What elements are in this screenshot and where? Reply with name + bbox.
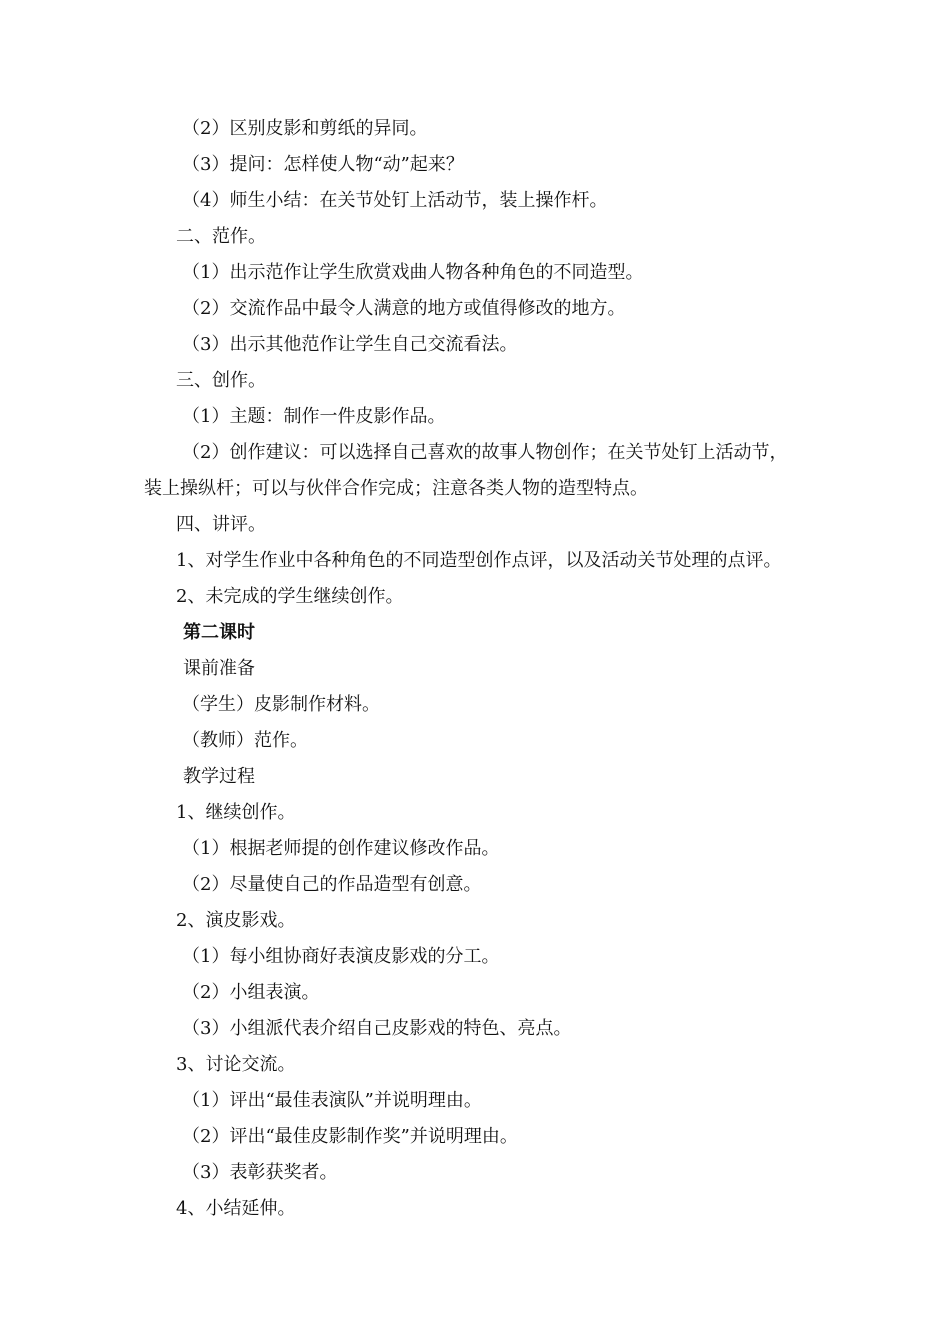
subheading: 教学过程 [183, 766, 255, 787]
text-line: （学生）皮影制作材料。 [182, 694, 380, 715]
text-line: （教师）范作。 [182, 730, 308, 751]
section-heading: 四、讲评。 [176, 514, 266, 535]
text-line: 1、继续创作。 [176, 802, 296, 823]
lesson-heading: 第二课时 [183, 622, 255, 643]
text-line: 2、演皮影戏。 [176, 910, 296, 931]
section-heading: 三、创作。 [176, 370, 266, 391]
text-line-continued: 装上操纵杆；可以与伙伴合作完成；注意各类人物的造型特点。 [144, 478, 648, 499]
text-line: （1）根据老师提的创作建议修改作品。 [182, 838, 500, 859]
text-line: （1）每小组协商好表演皮影戏的分工。 [182, 946, 500, 967]
text-line: 3、讨论交流。 [176, 1054, 296, 1075]
text-line: （2）小组表演。 [182, 982, 320, 1003]
text-line: （1）出示范作让学生欣赏戏曲人物各种角色的不同造型。 [182, 262, 644, 283]
text-line: 4、小结延伸。 [176, 1198, 296, 1219]
text-line: （2）交流作品中最令人满意的地方或值得修改的地方。 [182, 298, 626, 319]
text-line: （3）表彰获奖者。 [182, 1162, 338, 1183]
text-line: 2、未完成的学生继续创作。 [176, 586, 404, 607]
text-line: （3）小组派代表介绍自己皮影戏的特色、亮点。 [182, 1018, 572, 1039]
text-line: （2）尽量使自己的作品造型有创意。 [182, 874, 482, 895]
text-line: 1、对学生作业中各种角色的不同造型创作点评，以及活动关节处理的点评。 [176, 550, 782, 571]
text-line: （3）提问：怎样使人物“动”起来？ [182, 154, 464, 175]
subheading: 课前准备 [183, 658, 255, 679]
text-line: （2）创作建议：可以选择自己喜欢的故事人物创作；在关节处钉上活动节， [182, 442, 788, 463]
text-line: （1）评出“最佳表演队”并说明理由。 [182, 1090, 482, 1111]
text-line: （1）主题：制作一件皮影作品。 [182, 406, 446, 427]
text-line: （2）评出“最佳皮影制作奖”并说明理由。 [182, 1126, 518, 1147]
section-heading: 二、范作。 [176, 226, 266, 247]
text-line: （2）区别皮影和剪纸的异同。 [182, 118, 428, 139]
text-line: （4）师生小结：在关节处钉上活动节，装上操作杆。 [182, 190, 608, 211]
text-line: （3）出示其他范作让学生自己交流看法。 [182, 334, 518, 355]
